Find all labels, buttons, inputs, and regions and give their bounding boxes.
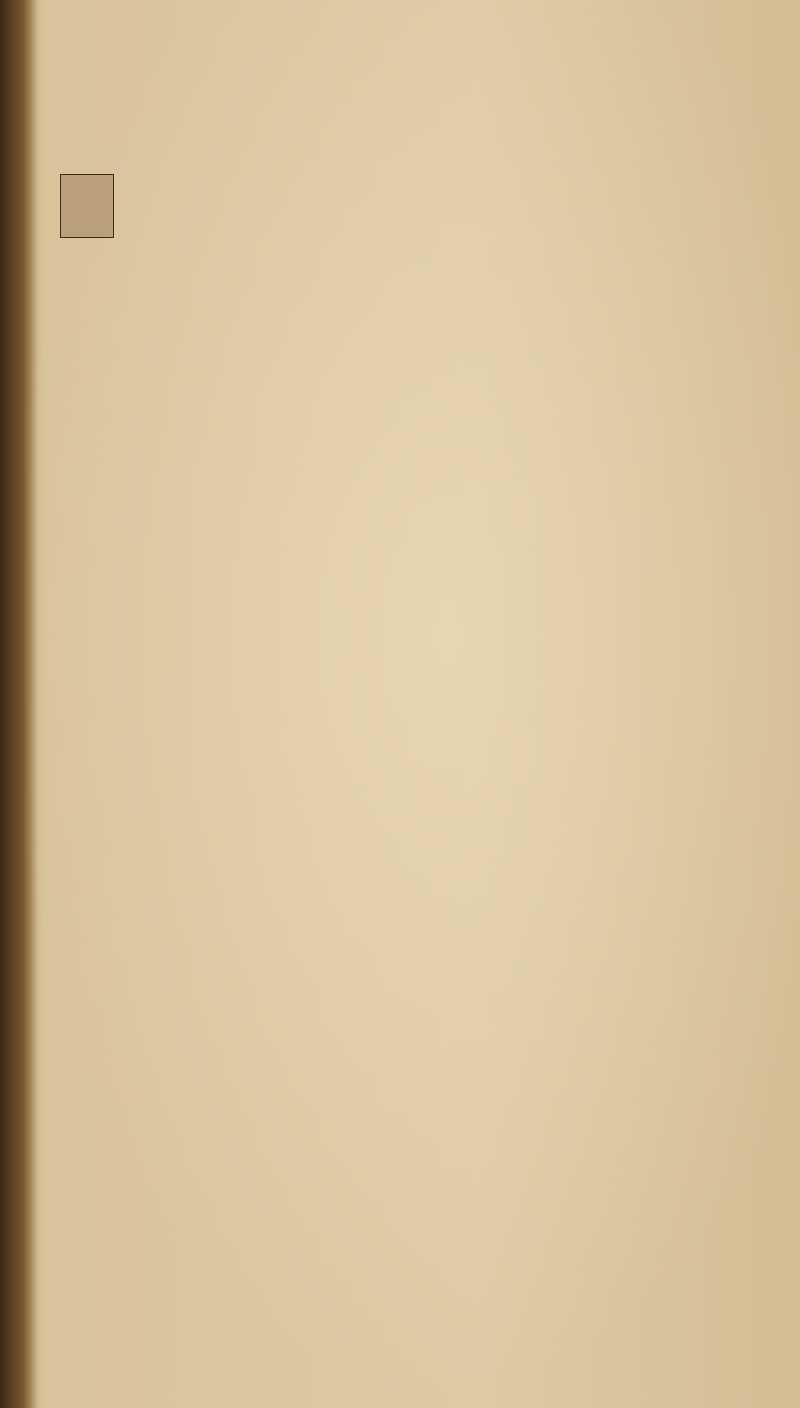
chapter-heading [60,140,690,174]
section-title [60,114,690,140]
page-header [0,58,800,102]
drop-cap [60,174,114,238]
body-text [60,102,690,174]
book-spine-shadow [0,0,38,1408]
